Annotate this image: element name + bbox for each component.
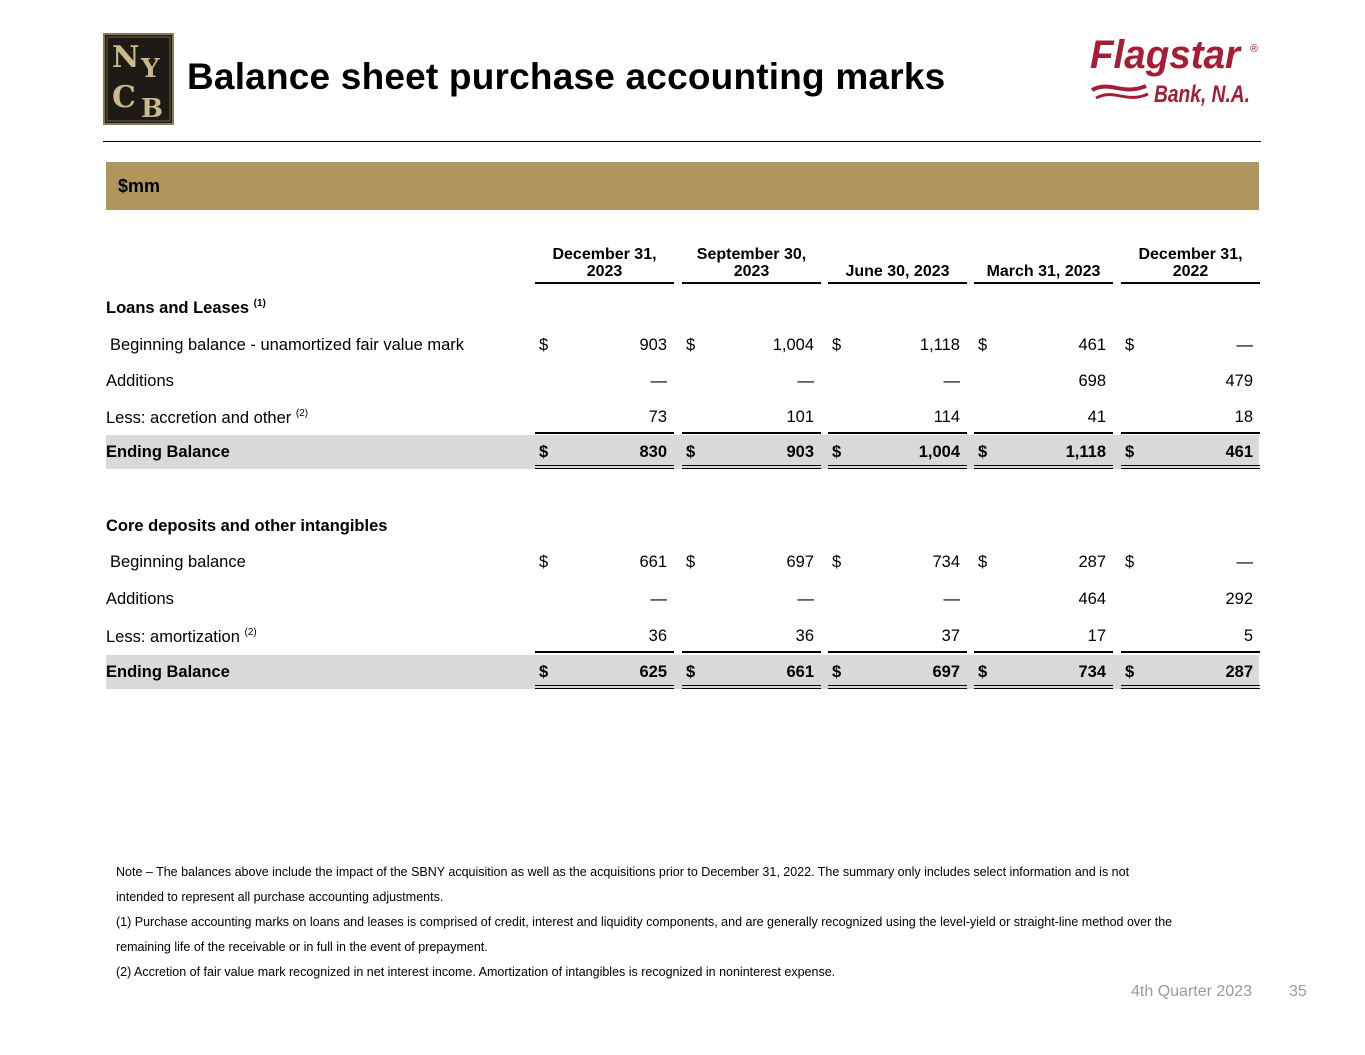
cell-value: 830 xyxy=(639,443,667,461)
footnote-line: (1) Purchase accounting marks on loans and leases is comprised of credit, interest and liquidity components, and are generally recognized using the level-yield or straight-line method over the xyxy=(116,915,1173,929)
row-label-text: Ending Balance xyxy=(106,443,230,461)
nycb-logo-letter: Y xyxy=(141,54,160,84)
cell-value: — xyxy=(650,372,667,390)
cell-value: 18 xyxy=(1234,408,1253,426)
cell-value: 697 xyxy=(786,553,814,571)
cell-value: — xyxy=(943,590,960,608)
section-title xyxy=(106,517,387,536)
cell-value: 287 xyxy=(1078,553,1106,571)
footnote-ref: (2) xyxy=(295,408,309,419)
flagstar-logo-mark: ® xyxy=(1250,43,1259,55)
column-header-line1: December 31, xyxy=(1138,246,1243,263)
value-cell xyxy=(1121,400,1260,434)
section-title xyxy=(106,298,266,318)
column-header xyxy=(974,246,1113,284)
row-label-text: Less: amortization xyxy=(106,628,240,646)
value-cell xyxy=(828,328,967,362)
cell-value: 479 xyxy=(1225,372,1253,390)
row-label-text: Additions xyxy=(106,590,174,608)
table-row xyxy=(106,545,1259,579)
footnotes xyxy=(116,860,1266,985)
value-cell xyxy=(682,435,821,469)
value-cell xyxy=(828,582,967,616)
currency-symbol: $ xyxy=(686,336,696,354)
table-row xyxy=(106,328,1259,362)
value-cell xyxy=(1121,364,1260,398)
cell-value: 41 xyxy=(1087,408,1106,426)
section-title-text: Core deposits and other intangibles xyxy=(106,517,388,535)
value-cell xyxy=(1121,582,1260,616)
value-cell xyxy=(1121,619,1260,653)
footnote-line: remaining life of the receivable or in full in the event of prepayment. xyxy=(116,940,488,954)
footnote-ref: (1) xyxy=(253,298,266,309)
footnote-ref: (2) xyxy=(244,627,257,638)
cell-value: 287 xyxy=(1225,663,1253,681)
column-header-line2: 2023 xyxy=(733,263,770,280)
cell-value: 734 xyxy=(932,553,960,571)
cell-value: 1,004 xyxy=(772,336,814,354)
row-label-text: Beginning balance - unamortized fair value mark xyxy=(110,336,465,354)
value-cell xyxy=(682,582,821,616)
footnote-line: (2) Accretion of fair value mark recognized in net interest income. Amortization of intangibles is recognized in noninterest expense. xyxy=(116,965,836,979)
value-cell xyxy=(828,619,967,653)
value-cell xyxy=(682,364,821,398)
nycb-logo-letter: C xyxy=(112,80,136,115)
column-header-line1: September 30, xyxy=(696,246,807,263)
cell-value: 37 xyxy=(941,627,960,645)
cell-value: 734 xyxy=(1078,663,1106,681)
value-cell xyxy=(682,655,821,689)
flagstar-logo-subname: Bank, N.A. xyxy=(1154,81,1250,108)
flagstar-logo-name: Flagstar xyxy=(1090,33,1243,77)
currency-symbol: $ xyxy=(832,443,842,461)
column-header-line2: 2023 xyxy=(586,263,623,280)
value-cell xyxy=(974,582,1113,616)
row-label xyxy=(110,553,246,572)
value-cell xyxy=(974,364,1113,398)
column-header-line2: June 30, 2023 xyxy=(845,263,950,280)
total-row xyxy=(106,655,1259,689)
cell-value: 698 xyxy=(1078,372,1106,390)
row-label-text: Additions xyxy=(106,372,174,390)
column-header xyxy=(682,246,821,284)
value-cell xyxy=(535,400,674,434)
cell-value: 903 xyxy=(786,443,814,461)
section-title-row xyxy=(106,290,1259,324)
value-cell xyxy=(974,545,1113,579)
value-cell xyxy=(1121,655,1260,689)
row-label-text: Ending Balance xyxy=(106,663,230,681)
cell-value: — xyxy=(1236,336,1253,354)
value-cell xyxy=(535,619,674,653)
value-cell xyxy=(1121,328,1260,362)
row-label-text: Beginning balance xyxy=(110,553,246,571)
value-cell xyxy=(828,435,967,469)
units-label: $mm xyxy=(118,176,161,196)
value-cell xyxy=(974,328,1113,362)
value-cell xyxy=(682,545,821,579)
cell-value: 1,004 xyxy=(918,443,960,461)
cell-value: 461 xyxy=(1078,336,1106,354)
column-header-line2: 2022 xyxy=(1172,263,1209,280)
currency-symbol: $ xyxy=(832,553,842,571)
total-row xyxy=(106,435,1259,469)
footnote-line: Note – The balances above include the impact of the SBNY acquisition as well as the acquisitions prior to December 31, 2022. The summary only includes select information and is not xyxy=(116,865,1130,879)
row-label xyxy=(106,590,174,609)
cell-value: — xyxy=(797,372,814,390)
row-label xyxy=(106,408,308,428)
currency-symbol: $ xyxy=(978,663,988,681)
row-label xyxy=(106,663,230,682)
cell-value: 17 xyxy=(1087,627,1106,645)
section-title-text: Loans and Leases xyxy=(106,299,250,317)
cell-value: 101 xyxy=(786,408,814,426)
column-header-line2: March 31, 2023 xyxy=(986,263,1101,280)
currency-symbol: $ xyxy=(1125,553,1135,571)
currency-symbol: $ xyxy=(1125,663,1135,681)
value-cell xyxy=(682,328,821,362)
footnote-line: intended to represent all purchase accounting adjustments. xyxy=(116,890,444,904)
cell-value: — xyxy=(797,590,814,608)
currency-symbol: $ xyxy=(832,663,842,681)
cell-value: 625 xyxy=(639,663,667,681)
cell-value: 36 xyxy=(795,627,814,645)
currency-symbol: $ xyxy=(686,553,696,571)
row-label xyxy=(106,443,230,462)
cell-value: — xyxy=(943,372,960,390)
cell-value: 5 xyxy=(1243,627,1253,645)
row-label xyxy=(106,627,257,647)
nycb-logo-letter: N xyxy=(112,40,140,75)
currency-symbol: $ xyxy=(978,553,988,571)
cell-value: 461 xyxy=(1225,443,1253,461)
value-cell xyxy=(828,545,967,579)
value-cell xyxy=(1121,545,1260,579)
currency-symbol: $ xyxy=(686,663,696,681)
column-header xyxy=(535,246,674,284)
row-label-text: Less: accretion and other xyxy=(106,409,292,427)
currency-symbol: $ xyxy=(539,553,549,571)
currency-symbol: $ xyxy=(539,443,549,461)
page-number: 35 xyxy=(1289,983,1307,1000)
currency-symbol: $ xyxy=(978,443,988,461)
currency-symbol: $ xyxy=(1125,443,1135,461)
value-cell xyxy=(828,364,967,398)
value-cell xyxy=(682,619,821,653)
value-cell xyxy=(974,400,1113,434)
cell-value: 697 xyxy=(932,663,960,681)
cell-value: — xyxy=(1236,553,1253,571)
cell-value: 661 xyxy=(639,553,667,571)
value-cell xyxy=(535,364,674,398)
value-cell xyxy=(535,328,674,362)
page-title: Balance sheet purchase accounting marks xyxy=(187,56,946,97)
currency-symbol: $ xyxy=(832,336,842,354)
value-cell xyxy=(535,545,674,579)
value-cell xyxy=(974,619,1113,653)
table-row xyxy=(106,619,1259,653)
currency-symbol: $ xyxy=(978,336,988,354)
value-cell xyxy=(682,400,821,434)
currency-symbol: $ xyxy=(539,336,549,354)
value-cell xyxy=(828,655,967,689)
cell-value: 464 xyxy=(1078,590,1106,608)
row-label xyxy=(106,372,174,391)
table-row xyxy=(106,364,1259,398)
column-header-line1: December 31, xyxy=(552,246,657,263)
column-header xyxy=(1121,246,1260,284)
footer-period: 4th Quarter 2023 xyxy=(1131,983,1252,1000)
cell-value: 1,118 xyxy=(919,336,960,354)
value-cell xyxy=(974,655,1113,689)
currency-symbol: $ xyxy=(1125,336,1135,354)
cell-value: 36 xyxy=(648,627,667,645)
row-label xyxy=(110,336,464,355)
value-cell xyxy=(1121,435,1260,469)
value-cell xyxy=(535,655,674,689)
cell-value: 73 xyxy=(648,408,667,426)
cell-value: 661 xyxy=(786,663,814,681)
currency-symbol: $ xyxy=(686,443,696,461)
cell-value: — xyxy=(650,590,667,608)
section-title-row xyxy=(106,509,1259,543)
nycb-logo-letter: B xyxy=(141,94,163,123)
value-cell xyxy=(535,435,674,469)
table-row xyxy=(106,400,1259,434)
cell-value: 1,118 xyxy=(1065,443,1106,461)
column-header xyxy=(828,246,967,284)
cell-value: 114 xyxy=(933,408,960,426)
table-row xyxy=(106,582,1259,616)
cell-value: 292 xyxy=(1225,590,1253,608)
value-cell xyxy=(535,582,674,616)
value-cell xyxy=(974,435,1113,469)
value-cell xyxy=(828,400,967,434)
currency-symbol: $ xyxy=(539,663,549,681)
cell-value: 903 xyxy=(639,336,667,354)
